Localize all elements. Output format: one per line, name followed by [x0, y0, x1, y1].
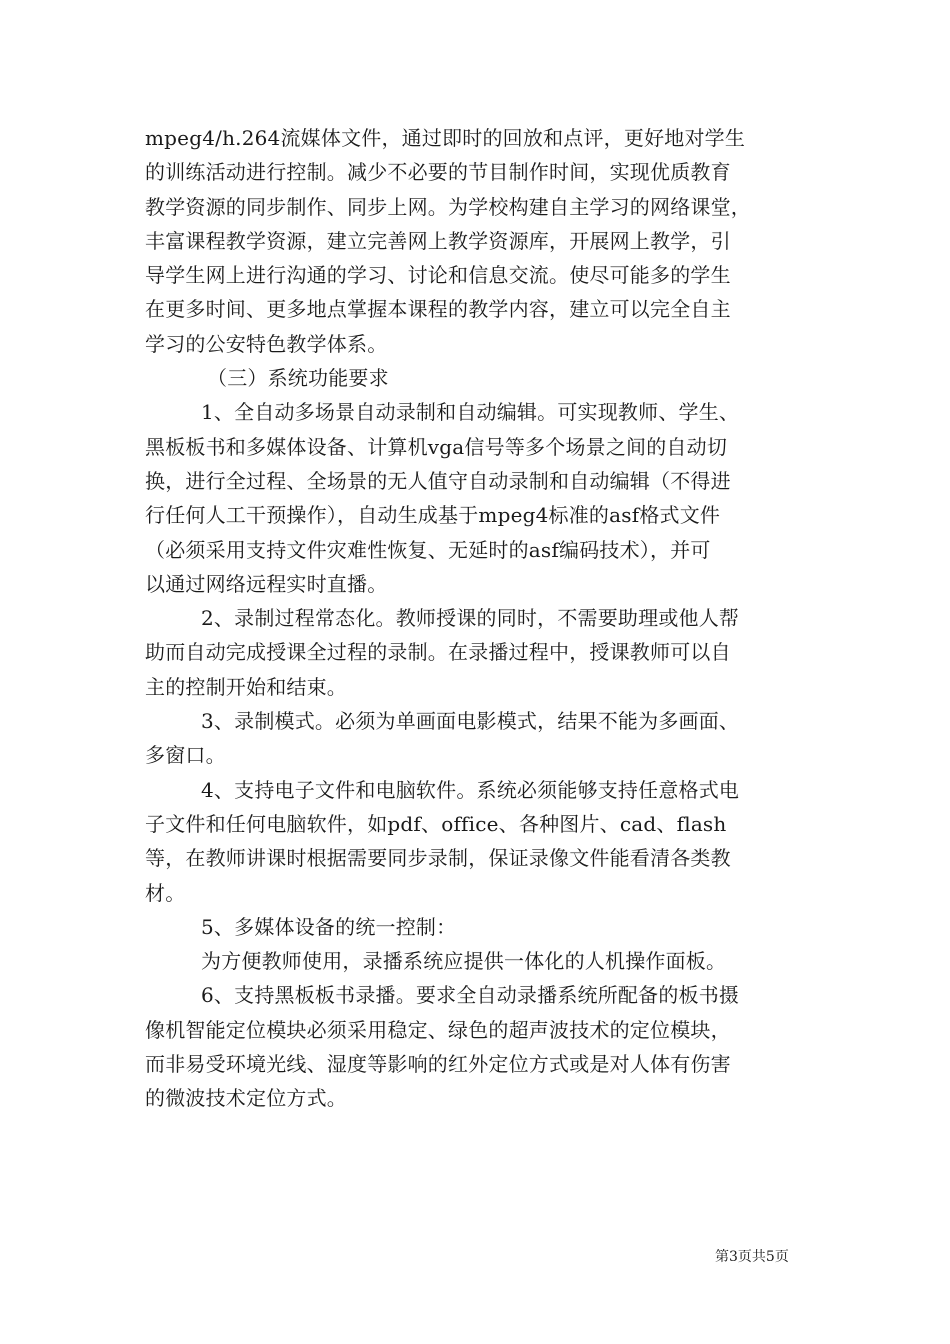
page-number: 第3页共5页: [715, 1249, 789, 1265]
body-text: [145, 121, 810, 1116]
text-line: 教学资源的同步制作、同步上网。为学校构建自主学习的网络课堂，: [145, 194, 751, 219]
text-line: （必须采用支持文件灾难性恢复、无延时的asf编码技术），并可: [145, 537, 711, 562]
text-line: 多窗口。: [145, 743, 226, 768]
text-line: 主的控制开始和结束。: [145, 674, 347, 699]
text-line: 为方便教师使用，录播系统应提供一体化的人机操作面板。: [201, 949, 727, 974]
text-line: 5、多媒体设备的统一控制：: [201, 914, 457, 939]
section-heading: （三）系统功能要求: [207, 366, 389, 391]
text-line: 3、录制模式。必须为单画面电影模式，结果不能为多画面、: [201, 709, 740, 734]
text-line: 换，进行全过程、全场景的无人值守自动录制和自动编辑（不得进: [145, 468, 731, 493]
text-line: 学习的公安特色教学体系。: [145, 331, 388, 356]
text-line: 6、支持黑板板书录播。要求全自动录播系统所配备的板书摄: [201, 983, 740, 1008]
text-line: 材。: [145, 880, 186, 905]
text-line: 黑板板书和多媒体设备、计算机vga信号等多个场景之间的自动切: [145, 434, 728, 459]
text-line: 行任何人工干预操作），自动生成基于mpeg4标准的asf格式文件: [145, 503, 721, 528]
text-line: 在更多时间、更多地点掌握本课程的教学内容，建立可以完全自主: [145, 297, 731, 322]
text-line: 以通过网络远程实时直播。: [145, 571, 388, 596]
text-line: 的微波技术定位方式。: [145, 1086, 347, 1111]
text-line: 等，在教师讲课时根据需要同步录制，保证录像文件能看清各类教: [145, 846, 731, 871]
text-line: 2、录制过程常态化。教师授课的同时，不需要助理或他人帮: [201, 606, 740, 631]
text-line: 丰富课程教学资源，建立完善网上教学资源库，开展网上教学，引: [145, 228, 731, 253]
text-line: 子文件和任何电脑软件，如pdf、office、各种图片、cad、flash: [145, 811, 727, 836]
text-line: 助而自动完成授课全过程的录制。在录播过程中，授课教师可以自: [145, 640, 731, 665]
text-line: 的训练活动进行控制。减少不必要的节目制作时间，实现优质教育: [145, 160, 731, 185]
text-line: 1、全自动多场景自动录制和自动编辑。可实现教师、学生、: [201, 400, 740, 425]
text-line: 导学生网上进行沟通的学习、讨论和信息交流。使尽可能多的学生: [145, 263, 731, 288]
text-line: 4、支持电子文件和电脑软件。系统必须能够支持任意格式电: [201, 777, 740, 802]
text-line: 而非易受环境光线、湿度等影响的红外定位方式或是对人体有伤害: [145, 1052, 731, 1077]
text-line: 像机智能定位模块必须采用稳定、绿色的超声波技术的定位模块，: [145, 1017, 731, 1042]
text-line: mpeg4/h.264流媒体文件，通过即时的回放和点评，更好地对学生: [145, 126, 746, 150]
